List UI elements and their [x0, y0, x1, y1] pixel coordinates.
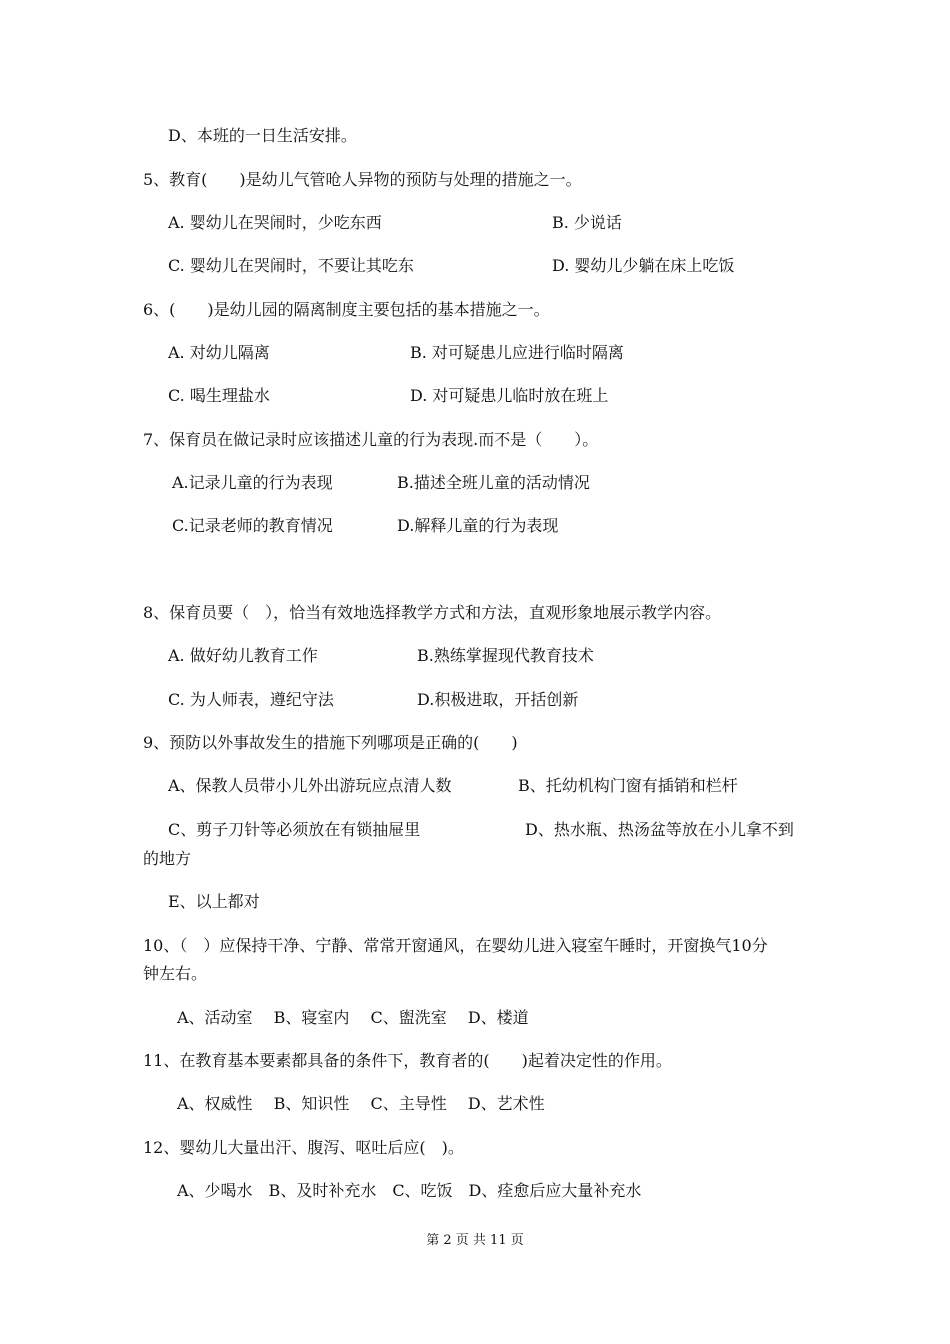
line-10: D. 对可疑患儿临时放在班上 [410, 386, 609, 405]
line-19: C. 为人师表，遵纪守法 [168, 690, 334, 709]
line-12: A.记录儿童的行为表现 [172, 473, 333, 492]
line-32: A、权威性 B、知识性 C、主导性 D、艺术性 [177, 1094, 545, 1113]
line-22: A、保教人员带小儿外出游玩应点清人数 [168, 776, 452, 795]
line-24: C、剪子刀针等必须放在有锁抽屉里 [168, 820, 421, 839]
line-16: 8、保育员要（ ），恰当有效地选择教学方式和方法，直观形象地展示教学内容。 [143, 603, 722, 622]
line-7: A. 对幼儿隔离 [168, 343, 270, 362]
line-4: C. 婴幼儿在哭闹时，不要让其吃东 [168, 256, 414, 275]
line-8: B. 对可疑患儿应进行临时隔离 [410, 343, 624, 362]
line-28: 10、（ ）应保持干净、宁静、常常开窗通风，在婴幼儿进入寝室午睡时，开窗换气10分 [143, 936, 768, 955]
line-3: B. 少说话 [552, 213, 622, 232]
line-6: 6、( )是幼儿园的隔离制度主要包括的基本措施之一。 [143, 300, 550, 319]
line-13: B.描述全班儿童的活动情况 [397, 473, 590, 492]
line-23: B、托幼机构门窗有插销和栏杆 [518, 776, 738, 795]
line-0: D、本班的一日生活安排。 [168, 126, 357, 145]
line-34: A、少喝水 B、及时补充水 C、吃饭 D、痊愈后应大量补充水 [177, 1181, 642, 1200]
line-31: 11、在教育基本要素都具备的条件下，教育者的( )起着决定性的作用。 [143, 1051, 672, 1070]
line-29: 钟左右。 [143, 964, 208, 983]
line-2: A. 婴幼儿在哭闹时，少吃东西 [168, 213, 382, 232]
line-15: D.解释儿童的行为表现 [397, 516, 559, 535]
line-27: E、以上都对 [168, 892, 260, 911]
line-1: 5、教育( )是幼儿气管呛人异物的预防与处理的措施之一。 [143, 170, 582, 189]
line-11: 7、保育员在做记录时应该描述儿童的行为表现.而不是（ ）。 [143, 430, 599, 449]
line-21: 9、预防以外事故发生的措施下列哪项是正确的( ) [143, 733, 518, 752]
line-20: D.积极进取，开括创新 [417, 690, 579, 709]
line-18: B.熟练掌握现代教育技术 [417, 646, 594, 665]
line-26: 的地方 [143, 849, 192, 868]
line-9: C. 喝生理盐水 [168, 386, 270, 405]
line-33: 12、婴幼儿大量出汗、腹泻、呕吐后应( )。 [143, 1138, 464, 1157]
line-17: A. 做好幼儿教育工作 [168, 646, 318, 665]
line-30: A、活动室 B、寝室内 C、盥洗室 D、楼道 [177, 1008, 529, 1027]
line-5: D. 婴幼儿少躺在床上吃饭 [552, 256, 735, 275]
line-14: C.记录老师的教育情况 [172, 516, 333, 535]
line-25: D、热水瓶、热汤盆等放在小儿拿不到 [525, 820, 794, 839]
page-footer: 第 2 页 共 11 页 [426, 1233, 524, 1248]
